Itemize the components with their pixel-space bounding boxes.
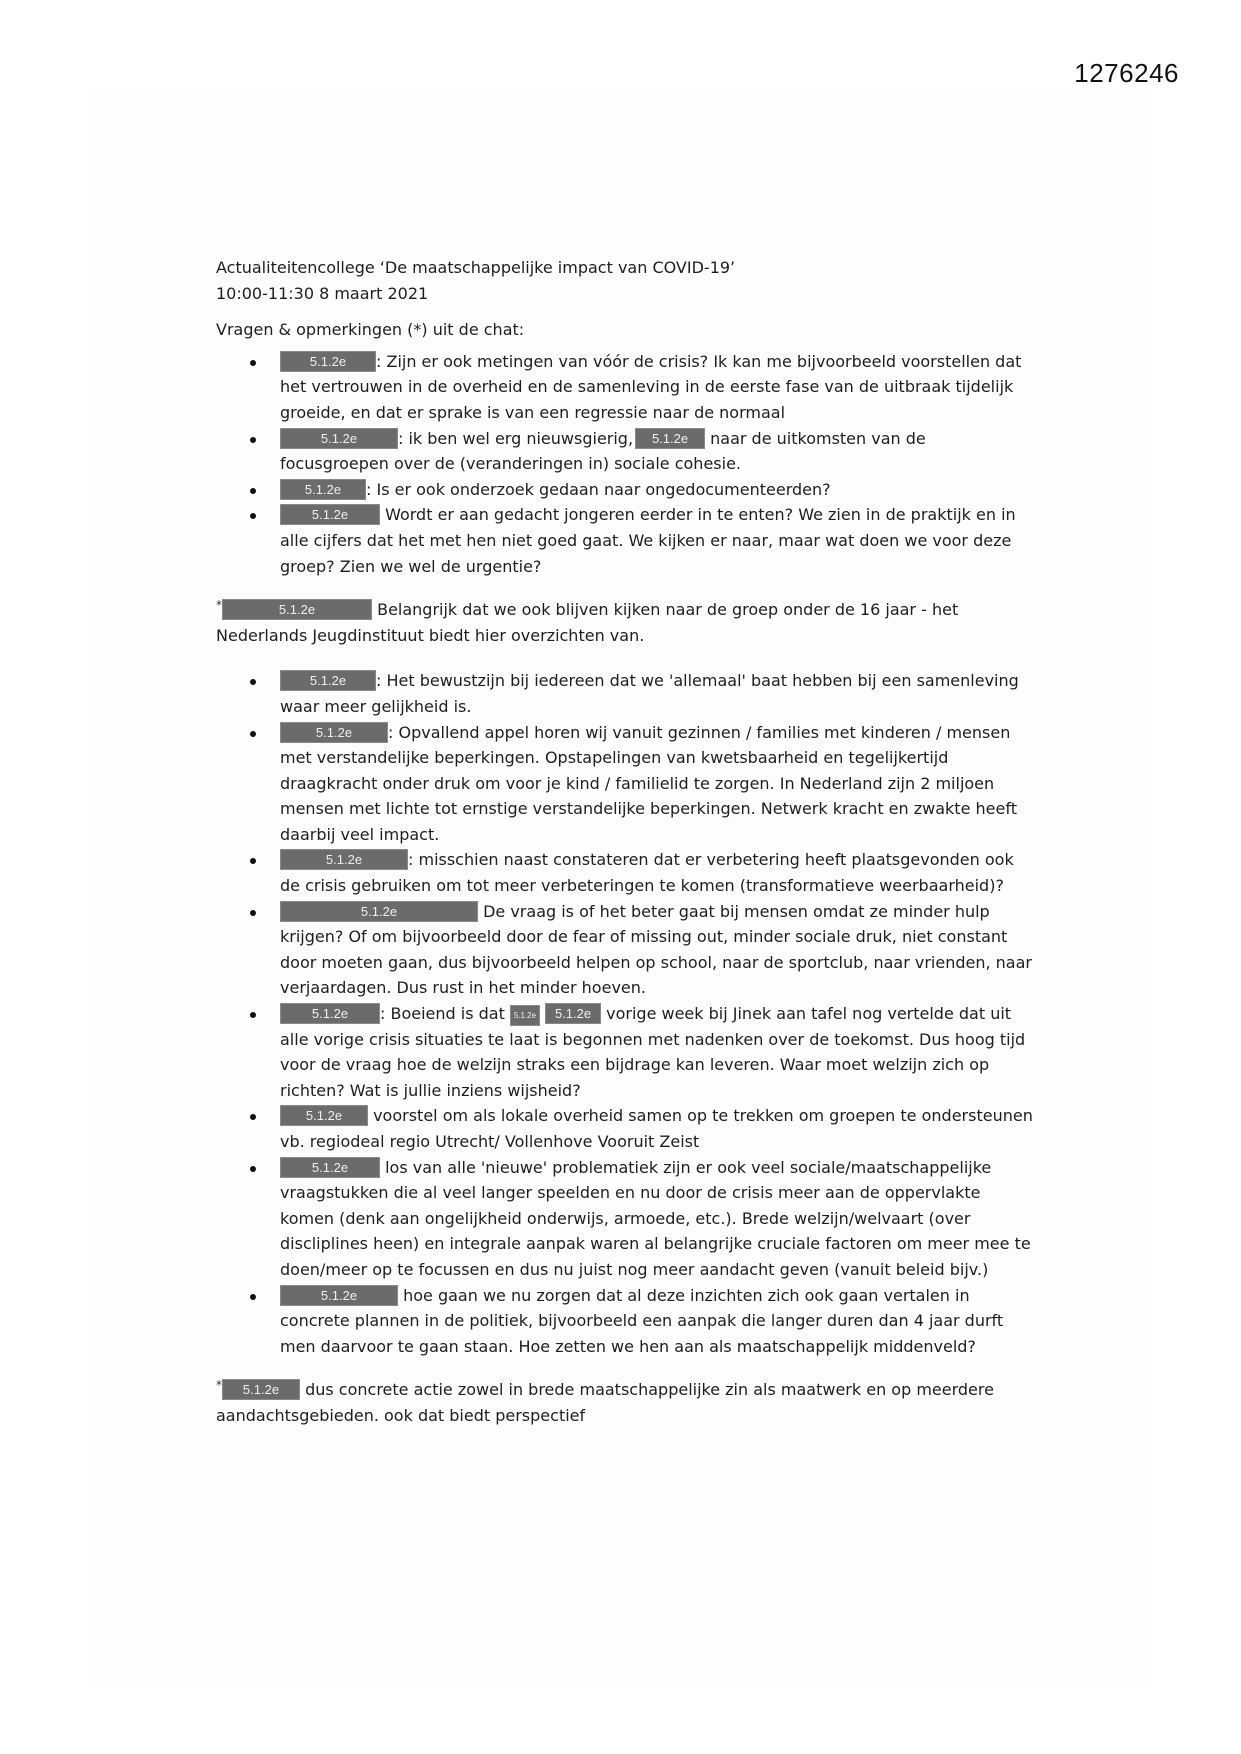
chat-comment [216,1373,1036,1428]
redaction-box: 5.1.2e [280,1157,380,1178]
item-text: : Het bewustzijn bij iedereen dat we 'allemaal' baat hebben bij een samenleving waar meer gelijkheid is. [280,671,1019,716]
redaction-box: 5.1.2e [280,351,376,372]
list-item [216,1155,1036,1283]
item-text: : misschien naast constateren dat er verbetering heeft plaatsgevonden ook de crisis gebruiken om tot meer verbeteringen te komen (transformatieve weerbaarheid)? [280,850,1014,896]
item-text: : Opvallend appel horen wij vanuit gezinnen / families met kinderen / mensen met verstandelijke beperkingen. Opstapelingen van kwetsbaarheid en tegelijkertijd draagkracht onder druk om voor je kind / familielid te zorgen. In Nederland zijn 2 miljoen mensen met lichte tot ernstige verstandelijke beperkingen. Netwerk kracht en zwakte heeft daarbij veel impact. [280,722,1017,844]
redaction-box: 5.1.2e [280,504,380,525]
document-number: 1276246 [1074,58,1179,88]
redaction-box: 5.1.2e [222,599,372,620]
redaction-box: 5.1.2e [222,1379,300,1400]
question-list-2 [216,668,1036,1359]
document-title: Actualiteitencollege ‘De maatschappelijke impact van COVID-19’ [216,258,736,277]
item-text: vorige week bij Jinek aan tafel nog vertelde dat uit alle vorige crisis situaties te laat is begonnen met nadenken over de toekomst. Dus hoog tijd voor de vraag hoe de welzijn straks een bijdrage kan leveren. Waar moet welzijn zich op richten? Wat is jullie inziens wijsheid? [280,1004,1026,1100]
asterisk-marker: * [216,598,222,613]
list-item [216,349,1036,426]
redaction-box: 5.1.2e [280,479,366,500]
question-list-1 [216,349,1036,579]
redaction-box: 5.1.2e [280,670,376,691]
item-text: : Is er ook onderzoek gedaan naar ongedocumenteerden? [366,479,831,499]
list-item [216,847,1036,898]
item-text: : Zijn er ook metingen van vóór de crisis? Ik kan me bijvoorbeeld voorstellen dat het vertrouwen in de overheid en de samenleving in de eerste fase van de uitbraak tijdelijk groeide, en dat er sprake is van een regressie naar de normaal [280,351,1022,422]
redaction-box: 5.1.2e [280,901,478,922]
redaction-box: 5.1.2e [280,1105,368,1126]
item-text: : ik ben wel erg nieuwsgierig, [398,428,634,448]
document-datetime: 10:00-11:30 8 maart 2021 [216,283,429,303]
item-text: naar de uitkomsten van de focusgroepen over de (veranderingen in) sociale cohesie. [280,428,926,474]
item-text: : Boeiend is dat [380,1004,510,1024]
redaction-box-small: 5.1.2e [510,1005,540,1026]
redaction-box: 5.1.2e [545,1003,601,1024]
list-item [216,1283,1036,1360]
redaction-box: 5.1.2e [280,1003,380,1024]
list-item [216,899,1036,1001]
asterisk-marker: * [216,1378,222,1393]
item-text: los van alle 'nieuwe' problematiek zijn er ook veel sociale/maatschappelijke vraagstukken die al veel langer speelden en nu door de crisis meer aan de oppervlakte komen (denk aan ongelijkheid onderwijs, armoede, etc.). Brede welzijn/welvaart (over discliplines heen) en integrale aanpak waren al belangrijke cruciale factoren om meer mee te doen/meer op te focussen en dus nu juist nog meer aandacht geven (vanuit beleid bijv.) [280,1157,1031,1279]
redaction-box: 5.1.2e [280,1285,398,1306]
document-body [216,255,1036,1429]
redaction-box: 5.1.2e [280,849,408,870]
list-item [216,426,1036,477]
list-item [216,502,1036,579]
comment-text: Belangrijk dat we ook blijven kijken naar de groep onder de 16 jaar - het Nederlands Jeugdinstituut biedt hier overzichten van. [216,600,959,645]
list-item [216,477,1036,503]
item-text: De vraag is of het beter gaat bij mensen omdat ze minder hulp krijgen? Of om bijvoorbeeld door de fear of missing out, minder sociale druk, niet constant door moeten gaan, dus bijvoorbeeld helpen op school, naar de sportclub, naar vrienden, naar verjaardagen. Dus rust in het minder hoeven. [280,901,1032,998]
section-label: Vragen & opmerkingen (*) uit de chat: [216,320,525,340]
list-item [216,668,1036,719]
list-item [216,720,1036,848]
redaction-box: 5.1.2e [635,428,705,449]
item-text: voorstel om als lokale overheid samen op te trekken om groepen te ondersteunen vb. regiodeal regio Utrecht/ Vollenhove Vooruit Zeist [280,1106,1033,1151]
item-text: Wordt er aan gedacht jongeren eerder in te enten? We zien in de praktijk en in alle cijfers dat het met hen niet goed gaat. We kijken er naar, maar wat doen we voor deze groep? Zien we wel de urgentie? [280,505,1016,576]
item-text: hoe gaan we nu zorgen dat al deze inzichten zich ook gaan vertalen in concrete plannen in de politiek, bijvoorbeeld een aanpak die langer duren dan 4 jaar durft men daarvoor te gaan staan. Hoe zetten we hen aan als maatschappelijk middenveld? [280,1285,1004,1356]
redaction-box: 5.1.2e [280,428,398,449]
list-item [216,1001,1036,1103]
redaction-box: 5.1.2e [280,722,388,743]
comment-text: dus concrete actie zowel in brede maatschappelijke zin als maatwerk en op meerdere aandachtsgebieden. ook dat biedt perspectief [216,1380,994,1425]
list-item [216,1103,1036,1154]
chat-comment [216,593,1036,648]
